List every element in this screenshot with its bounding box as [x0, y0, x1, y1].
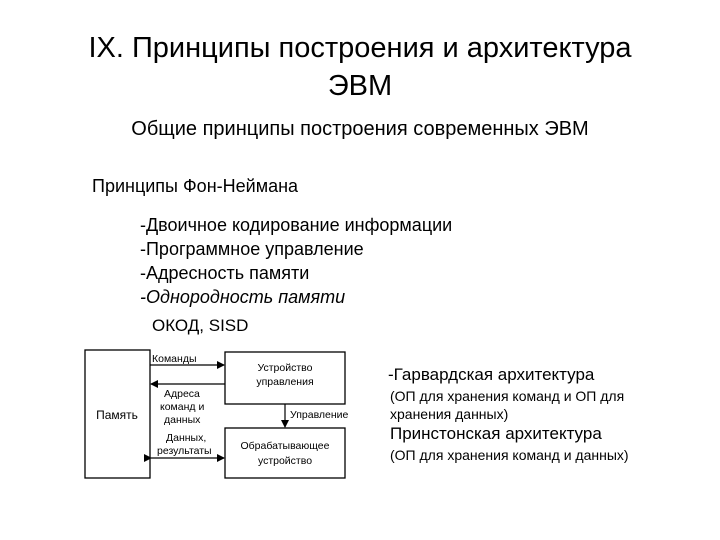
harvard-heading: -Гарвардская архитектура	[388, 365, 595, 384]
commands-label: Команды	[152, 353, 197, 365]
principle-item: -Адресность памяти	[140, 263, 310, 283]
harvard-note-line1: (ОП для хранения команд и ОП для	[390, 388, 625, 404]
addresses-label-line1: Адреса	[164, 388, 200, 400]
principle-item: -Двоичное кодирование информации	[140, 215, 453, 235]
slide-title-line1: IX. Принципы построения и архитектура	[88, 32, 632, 64]
harvard-note-line2: хранения данных)	[390, 406, 509, 422]
addresses-label-line2: команд и	[160, 401, 205, 413]
data-label-line1: Данных,	[166, 432, 207, 444]
classification-label: ОКОД, SISD	[152, 316, 249, 335]
processing-unit-label-line2: устройство	[257, 455, 313, 467]
addresses-label-line3: данных	[164, 414, 201, 426]
control-unit-label-line2: управления	[256, 376, 314, 388]
control-label: Управление	[290, 409, 349, 421]
principle-item: -Программное управление	[140, 239, 364, 259]
processing-unit-label-line1: Обрабатывающее	[240, 440, 330, 452]
slide-title-line2: ЭВМ	[327, 70, 393, 102]
control-unit-label-line1: Устройство	[257, 362, 313, 374]
data-label-line2: результаты	[157, 445, 212, 457]
slide-subtitle: Общие принципы построения современных ЭВМ	[131, 118, 589, 140]
section-heading: Принципы Фон-Неймана	[92, 176, 299, 196]
princeton-note: (ОП для хранения команд и данных)	[390, 447, 629, 463]
memory-label: Память	[96, 408, 138, 422]
princeton-heading: Принстонская архитектура	[390, 424, 602, 443]
principle-item: -Однородность памяти	[140, 287, 346, 307]
processing-unit-block	[225, 428, 345, 478]
